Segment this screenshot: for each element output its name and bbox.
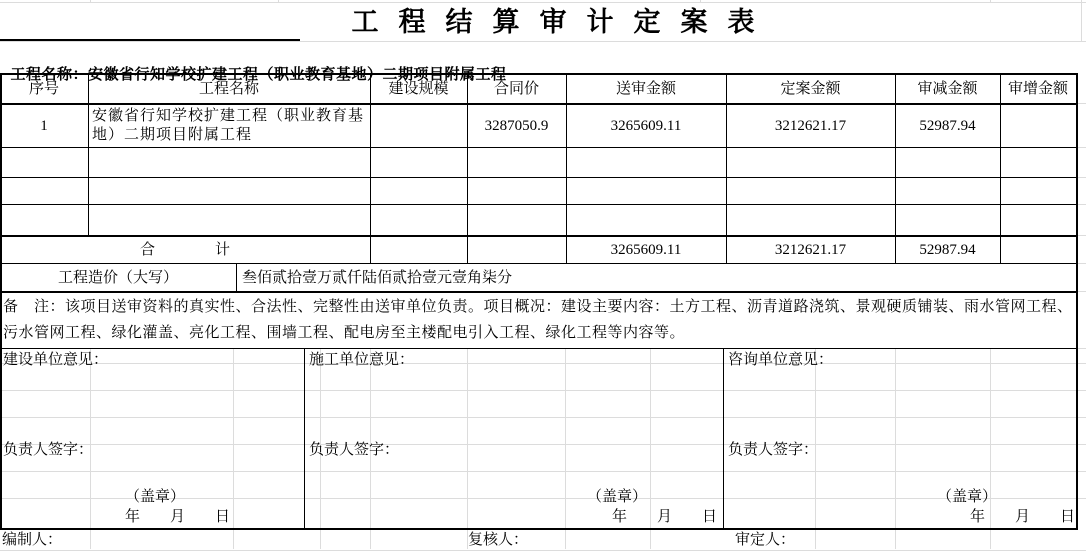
table-border xyxy=(0,348,1078,349)
reviewer-label: 复核人： xyxy=(468,532,529,548)
gridline xyxy=(0,390,1086,391)
gridline-tick xyxy=(990,0,991,2)
total-submitted-amount: 3265609.11 xyxy=(610,242,682,258)
gridline xyxy=(0,41,1086,42)
gridline xyxy=(1078,204,1086,205)
gridline xyxy=(1078,263,1086,264)
gridline xyxy=(1078,177,1086,178)
opinion-title-construction-unit: 建设单位意见： xyxy=(3,352,109,368)
gridline xyxy=(1078,348,1086,349)
gridline xyxy=(1078,103,1086,104)
cost-words-divider xyxy=(236,263,237,291)
header-scale: 建设规模 xyxy=(388,81,449,97)
gridline xyxy=(0,417,1086,418)
row1-project-name: 安徽省行知学校扩建工程（职业教育基地）二期项目附属工程 xyxy=(92,108,365,143)
header-finalized-amount: 定案金额 xyxy=(780,81,841,97)
header-submitted-amount: 送审金额 xyxy=(615,81,676,97)
approver-label: 审定人： xyxy=(735,532,796,548)
table-border-right xyxy=(1076,73,1078,530)
opinion-sign-label: 负责人签字： xyxy=(3,442,94,458)
header-contract-price: 合同价 xyxy=(493,81,539,97)
table-border xyxy=(0,291,1078,293)
note-text: 备 注：该项目送审资料的真实性、合法性、完整性由送审单位负责。项目概况：建设主要内容：土方工程、沥青道路浇筑、景观硬质铺装、雨水管网工程、污水管网工程、绿化灌盖、亮化工程、围墙工程、配电房至主楼配电引入工程、绿化工程等内容等。 xyxy=(3,299,1073,341)
opinion-title-contractor-unit: 施工单位意见： xyxy=(309,352,415,368)
header-project-name: 工程名称 xyxy=(198,81,259,97)
opinion-divider xyxy=(304,348,305,528)
row1-reduced-amount: 52987.94 xyxy=(919,118,976,134)
header-increased-amount: 审增金额 xyxy=(1007,81,1068,97)
table-border xyxy=(0,204,1078,205)
project-name-value: 安徽省行知学校扩建工程（职业教育基地）二期项目附属工程 xyxy=(88,67,507,83)
total-label: 合 计 xyxy=(139,242,230,258)
row1-seq: 1 xyxy=(40,118,48,134)
cost-words-label: 工程造价（大写） xyxy=(57,269,178,286)
row1-finalized-amount: 3212621.17 xyxy=(774,118,847,134)
gridline-tick xyxy=(278,0,279,2)
total-reduced-amount: 52987.94 xyxy=(919,242,976,258)
header-reduced-amount: 审减金额 xyxy=(917,81,978,97)
opinion-seal-label: （盖章） xyxy=(124,489,185,505)
gridline xyxy=(0,2,1086,3)
opinion-seal-label: （盖章） xyxy=(586,489,647,505)
gridline xyxy=(0,471,1086,472)
opinion-date-line: 年 月 日 xyxy=(969,509,1075,525)
gridline xyxy=(0,363,1086,364)
table-border xyxy=(0,177,1078,178)
preparer-label: 编制人： xyxy=(2,532,63,548)
project-name-label: 工程名称： xyxy=(10,67,89,83)
gridline-tick xyxy=(90,0,91,2)
gridline xyxy=(1078,147,1086,148)
gridline xyxy=(1078,235,1086,236)
gridline xyxy=(1078,291,1086,292)
opinion-date-line: 年 月 日 xyxy=(124,509,230,525)
opinion-divider xyxy=(723,348,724,528)
table-border-bottom xyxy=(0,528,1078,530)
total-finalized-amount: 3212621.17 xyxy=(774,242,847,258)
cost-words-value: 叁佰贰拾壹万贰仟陆佰贰拾壹元壹角柒分 xyxy=(242,269,513,286)
title-underline xyxy=(0,39,300,41)
page-title: 工程结算审计定案表 xyxy=(351,6,775,37)
header-seq: 序号 xyxy=(28,81,59,97)
row1-contract-price: 3287050.9 xyxy=(484,118,549,134)
gridline xyxy=(0,550,1086,551)
opinion-sign-label: 负责人签字： xyxy=(728,442,819,458)
opinion-date-line: 年 月 日 xyxy=(611,509,717,525)
opinion-sign-label: 负责人签字： xyxy=(309,442,400,458)
gridline xyxy=(0,444,1086,445)
table-border xyxy=(0,147,1078,148)
opinion-title-consulting-unit: 咨询单位意见： xyxy=(728,352,834,368)
opinion-seal-label: （盖章） xyxy=(936,489,997,505)
gridline-tick xyxy=(700,0,701,2)
row1-submitted-amount: 3265609.11 xyxy=(610,118,682,134)
